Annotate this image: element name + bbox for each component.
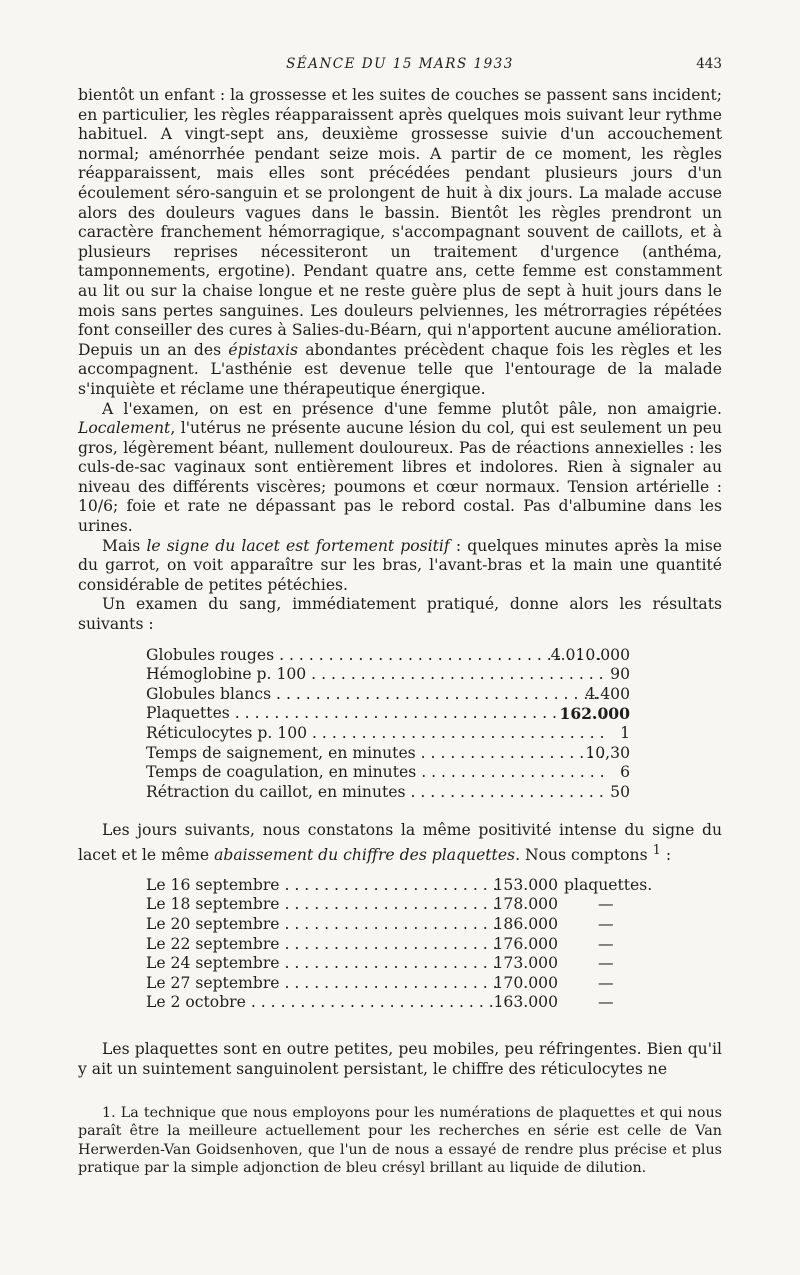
footnote [78, 1104, 722, 1177]
blood-results-table [78, 646, 722, 803]
table-row: Le 2 octobre . . . 163.000 — [78, 993, 722, 1013]
table-row: Le 22 septembre . . . 176.000 — [78, 935, 722, 955]
table-row: Le 18 septembre . . . 178.000 — [78, 895, 722, 915]
header-title: SÉANCE DU 15 MARS 1933 [286, 56, 514, 72]
paragraph-blood-exam: Un examen du sang, immédiatement pratiqué, donne alors les résultats suivants : [78, 595, 722, 634]
paragraph-examination: A l'examen, on est en présence d'une femme plutôt pâle, non amaigrie. Localement, l'utérus ne présente aucune lésion du col, qui est seulement un peu gros, légèrement béant, nullement douloureux. Pas de réactions annexielles : les culs-de-sac vaginaux sont entièrement libres et indolores. Rien à signaler au niveau des différents viscères; poumons et cœur normaux. Tension artérielle : 10/6; foie et rate ne dépassant pas le rebord costal. Pas d'albumine dans les urines. [78, 399, 722, 536]
page-number: 443 [696, 56, 722, 72]
lacet-sign-term: le signe du lacet est fortement positif [146, 536, 450, 555]
running-header [78, 56, 722, 86]
table-row: Rétraction du caillot, en minutes . . . 50 [78, 783, 722, 803]
paragraph-platelet-morphology: Les plaquettes sont en outre petites, peu mobiles, peu réfringentes. Bien qu'il y ait un suintement sanguinolent persistant, le chiffre des réticulocytes ne [78, 1039, 722, 1078]
platelet-decline-term: abaissement du chiffre des plaquettes [214, 846, 516, 865]
table-row: Hémoglobine p. 100 . . . 90 [78, 665, 722, 685]
table-row: Le 16 septembre . . . 153.000 plaquettes. [78, 876, 722, 896]
table-row: Plaquettes . . . 162.000 [78, 704, 722, 724]
table-row: Le 27 septembre . . . 170.000 — [78, 974, 722, 994]
table-row: Globules blancs . . . 4.400 [78, 685, 722, 705]
table-row: Temps de saignement, en minutes . . . 10,30 [78, 744, 722, 764]
table-row: Réticulocytes p. 100 . . . 1 [78, 724, 722, 744]
table-row: Globules rouges . . . 4.010.000 [78, 646, 722, 666]
footnote-text: 1. La technique que nous employons pour les numérations de plaquettes et qui nous paraît être la meilleure actuellement pour les recherches en série est celle de Van Herwerden-Van Goidsenhoven, que l'un de nous a essayé de rendre plus précise et plus pratique par la simple adjonction de bleu crésyl brillant au liquide de dilution. [78, 1105, 722, 1176]
epistaxis-term: épistaxis [228, 340, 298, 359]
paragraph-platelet-decline: Les jours suivants, nous constatons la même positivité intense du signe du lacet et le même abaissement du chiffre des plaquettes. Nous comptons $^1$ : [78, 821, 722, 865]
page [78, 56, 722, 1177]
table-row: Temps de coagulation, en minutes . . . 6 [78, 763, 722, 783]
paragraph-history: bientôt un enfant : la grossesse et les suites de couches se passent sans incident; en particulier, les règles réapparaissent après quelques mois suivant leur rythme habituel. A vingt-sept ans, deuxième grossesse suivie d'un accouchement normal; aménorrhée pendant seize mois. A partir de ce moment, les règles réapparaissent, mais elles sont précédées pendant plusieurs jours d'un écoulement séro-sanguin et se prolongent de huit à dix jours. La malade accuse alors des douleurs vagues dans le bassin. Bientôt les règles prendront un caractère franchement hémorragique, s'accompagnant souvent de caillots, et à plusieurs reprises nécessiteront un traitement d'urgence (anthéma, tamponnements, ergotine). Pendant quatre ans, cette femme est constamment au lit ou sur la chaise longue et ne reste guère plus de sept à huit jours dans le mois sans pertes sanguines. Les douleurs pelviennes, les métrorragies répétées font conseiller des cures à Salies-du-Béarn, qui n'apportent aucune amélioration. Depuis un an des épistaxis abondantes précèdent chaque fois les règles et les accompagnent. L'asthénie est devenue telle que l'entourage de la malade s'inquiète et réclame une thérapeutique énergique. [78, 86, 722, 398]
platelet-count-table [78, 876, 722, 1013]
localement-term: Localement [78, 419, 171, 438]
table-row: Le 20 septembre . . . 186.000 — [78, 915, 722, 935]
table-row: Le 24 septembre . . . 173.000 — [78, 954, 722, 974]
paragraph-lacet-sign: Mais le signe du lacet est fortement positif : quelques minutes après la mise du garrot, on voit apparaître sur les bras, l'avant-bras et la main une quantité considérable de petites pétéchies. [78, 536, 722, 594]
footnote-marker: 1 [652, 842, 661, 858]
